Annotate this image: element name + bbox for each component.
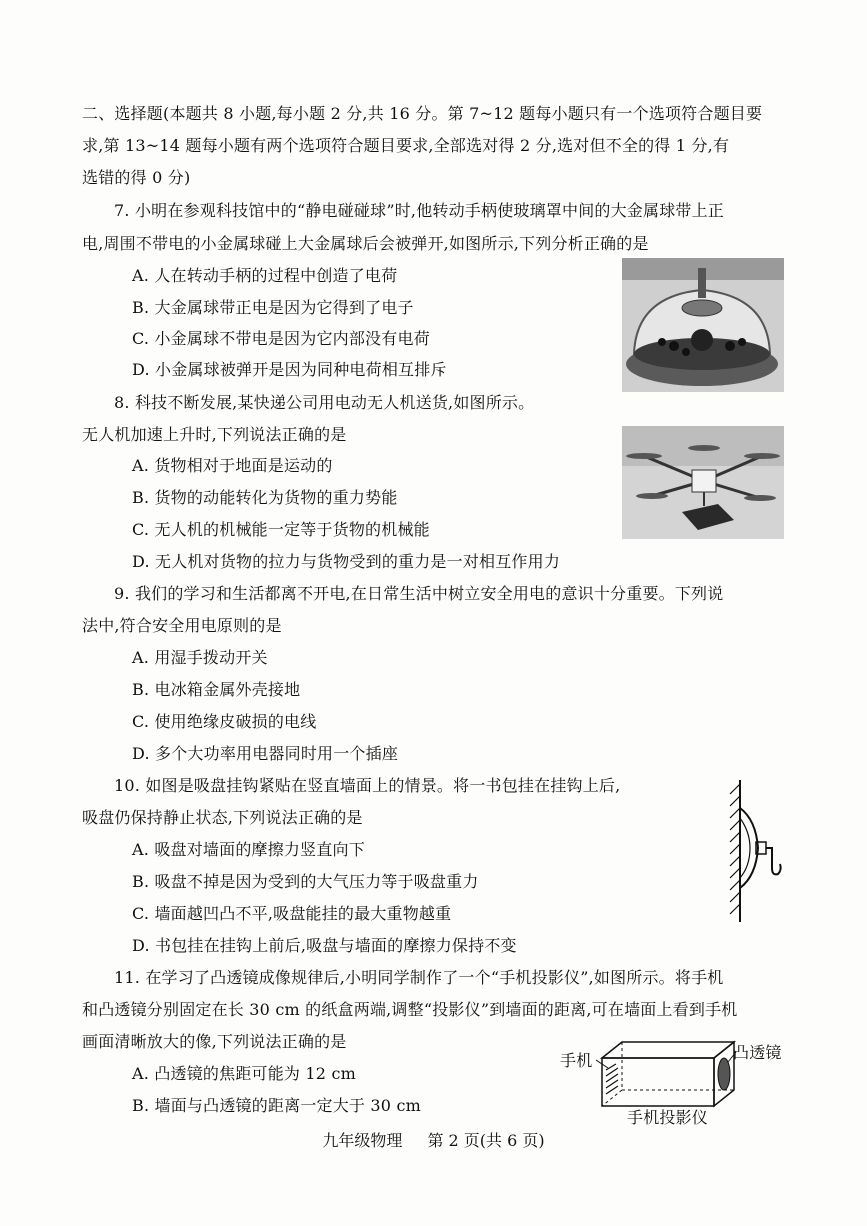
q7-option-c: C. 小金属球不带电是因为它内部没有电荷: [132, 329, 430, 348]
label-phone: 手机: [560, 1051, 593, 1070]
q11-stem-1: 11. 在学习了凸透镜成像规律后,小明同学制作了一个“手机投影仪”,如图所示。将手机: [114, 968, 724, 987]
q9-option-d: D. 多个大功率用电器同时用一个插座: [132, 744, 399, 763]
q8-option-d: D. 无人机对货物的拉力与货物受到的重力是一对相互作用力: [132, 552, 561, 571]
section-header-line-3: 选错的得 0 分): [82, 168, 191, 187]
q10-option-b: B. 吸盘不掉是因为受到的大气压力等于吸盘重力: [132, 872, 479, 891]
projector-caption: 手机投影仪: [627, 1108, 709, 1127]
q8-option-b: B. 货物的动能转化为货物的重力势能: [132, 488, 398, 507]
q10-option-d: D. 书包挂在挂钩上前后,吸盘与墙面的摩擦力保持不变: [132, 936, 517, 955]
q8-stem-1: 8. 科技不断发展,某快递公司用电动无人机送货,如图所示。: [114, 393, 535, 412]
q9-option-c: C. 使用绝缘皮破损的电线: [132, 712, 317, 731]
q11-stem-2: 和凸透镜分别固定在长 30 cm 的纸盒两端,调整“投影仪”到墙面的距离,可在墙面上看到手机: [82, 1000, 738, 1019]
section-header-line-2: 求,第 13~14 题每小题有两个选项符合题目要求,全部选对得 2 分,选对但不全的得 1 分,有: [82, 136, 730, 155]
q7-stem-2: 电,周围不带电的小金属球碰上大金属球后会被弹开,如图所示,下列分析正确的是: [82, 234, 649, 253]
electrostatic-ball-photo: [622, 258, 784, 392]
q8-option-c: C. 无人机的机械能一定等于货物的机械能: [132, 520, 430, 539]
q7-stem-1: 7. 小明在参观科技馆中的“静电碰碰球”时,他转动手柄使玻璃罩中间的大金属球带上正: [114, 201, 724, 220]
footer-subject: 九年级物理: [322, 1131, 403, 1150]
q7-option-a: A. 人在转动手柄的过程中创造了电荷: [132, 266, 398, 285]
q11-option-b: B. 墙面与凸透镜的距离一定大于 30 cm: [132, 1096, 421, 1115]
q7-option-b: B. 大金属球带正电是因为它得到了电子: [132, 298, 414, 317]
q9-option-a: A. 用湿手拨动开关: [132, 648, 268, 667]
q10-stem-1: 10. 如图是吸盘挂钩紧贴在竖直墙面上的情景。将一书包挂在挂钩上后,: [114, 776, 621, 795]
q9-stem-2: 法中,符合安全用电原则的是: [82, 616, 282, 635]
q8-stem-2: 无人机加速上升时,下列说法正确的是: [82, 425, 347, 444]
label-convex-lens: 凸透镜: [733, 1043, 782, 1062]
q10-stem-2: 吸盘仍保持静止状态,下列说法正确的是: [82, 808, 363, 827]
suction-cup-hook-figure: [726, 776, 786, 926]
q9-stem-1: 9. 我们的学习和生活都离不开电,在日常生活中树立安全用电的意识十分重要。下列说: [114, 584, 724, 603]
footer-page-number: 第 2 页(共 6 页): [427, 1131, 545, 1150]
delivery-drone-photo: [622, 426, 784, 539]
q7-option-d: D. 小金属球被弹开是因为同种电荷相互排斥: [132, 360, 447, 379]
q10-option-c: C. 墙面越凹凸不平,吸盘能挂的最大重物越重: [132, 904, 452, 923]
q11-stem-3: 画面清晰放大的像,下列说法正确的是: [82, 1032, 347, 1051]
q11-option-a: A. 凸透镜的焦距可能为 12 cm: [132, 1064, 356, 1083]
q9-option-b: B. 电冰箱金属外壳接地: [132, 680, 301, 699]
page-footer: [0, 1128, 867, 1151]
section-header-line-1: 二、选择题(本题共 8 小题,每小题 2 分,共 16 分。第 7~12 题每小题只有一个选项符合题目要: [82, 104, 763, 123]
phone-projector-box-figure: [596, 1038, 746, 1110]
q10-option-a: A. 吸盘对墙面的摩擦力竖直向下: [132, 840, 365, 859]
q8-option-a: A. 货物相对于地面是运动的: [132, 456, 333, 475]
